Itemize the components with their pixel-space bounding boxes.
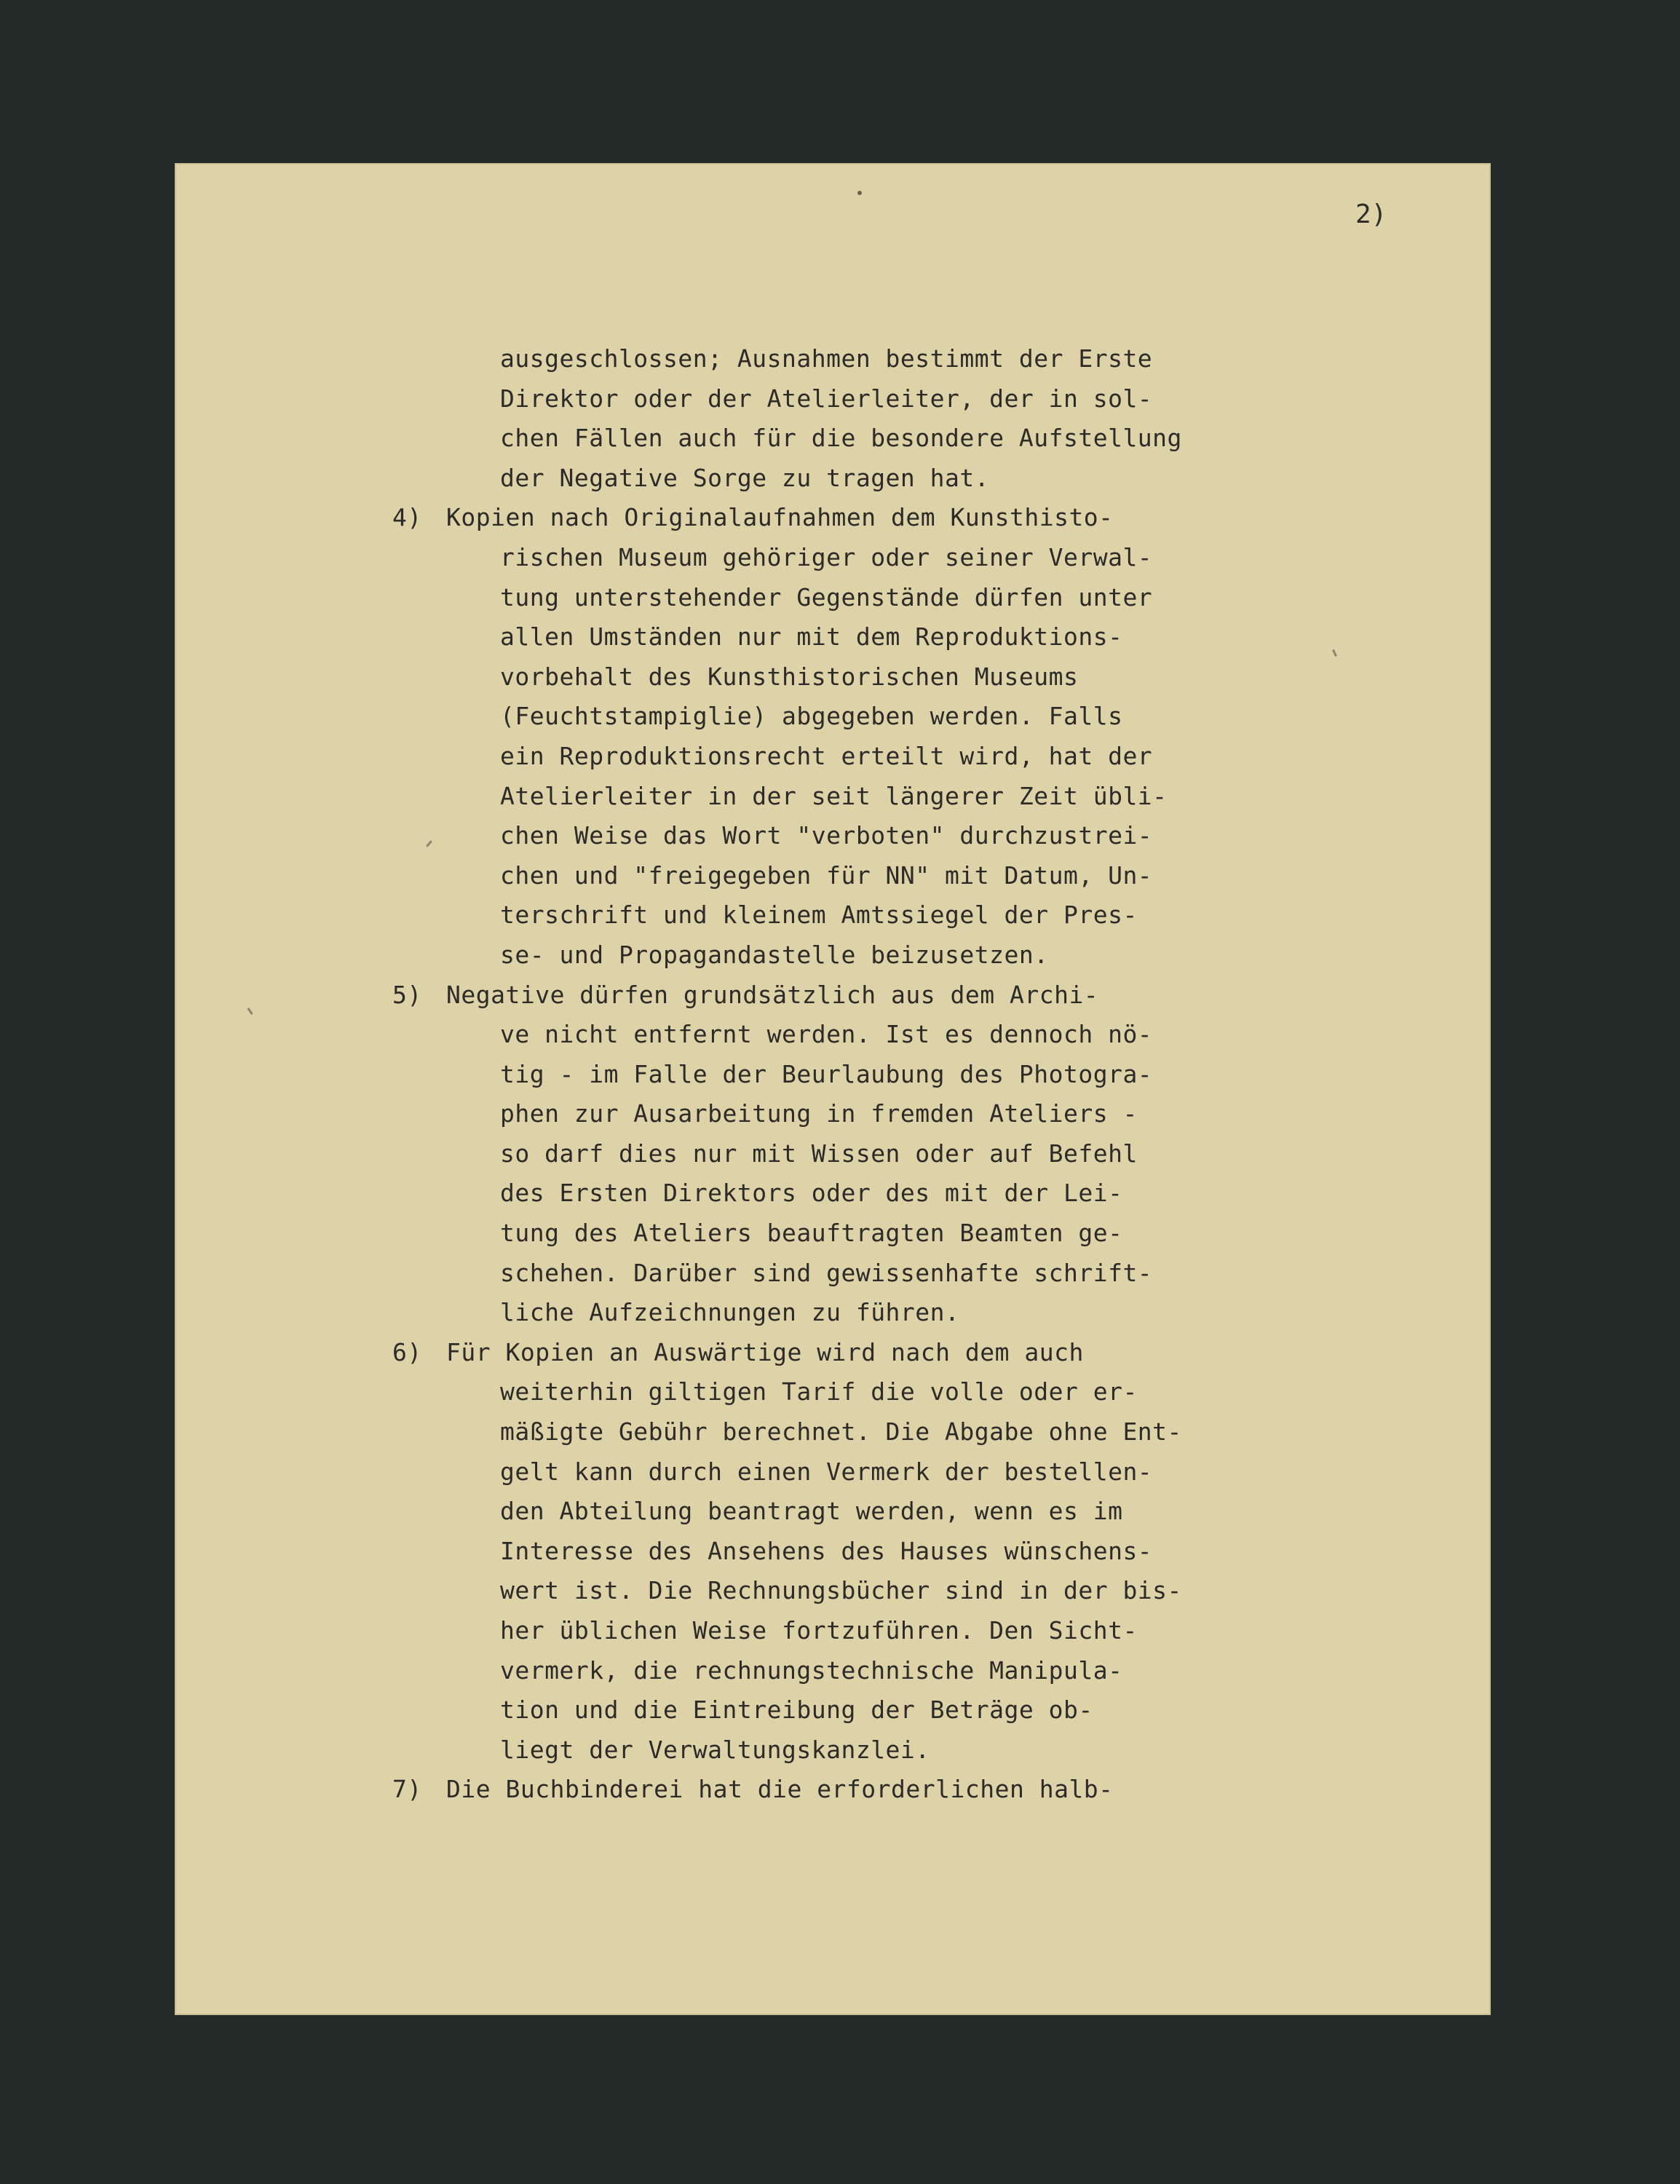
line-text: phen zur Ausarbeitung in fremden Ateliers - <box>500 1099 1138 1128</box>
line-text: her üblichen Weise fortzuführen. Den Sicht- <box>500 1616 1138 1645</box>
text-line <box>446 1094 1342 1134</box>
text-line <box>446 1134 1342 1174</box>
document-page <box>175 163 1491 2015</box>
line-text: Atelierleiter in der seit längerer Zeit übli- <box>500 781 1168 810</box>
text-line <box>446 339 1342 379</box>
line-text: chen Fällen auch für die besondere Aufstellung <box>500 424 1182 453</box>
item-number: 6) <box>392 1337 422 1366</box>
text-line <box>446 459 1342 499</box>
text-line <box>446 657 1342 697</box>
text-line <box>392 1770 1342 1810</box>
line-text: tung des Ateliers beauftragten Beamten ge- <box>500 1219 1123 1248</box>
text-line <box>446 777 1342 817</box>
line-text: Für Kopien an Auswärtige wird nach dem auch <box>446 1337 1084 1366</box>
item-number: 4) <box>392 503 422 532</box>
line-text: (Feuchtstampiglie) abgegeben werden. Falls <box>500 702 1123 731</box>
item-number: 7) <box>392 1775 422 1804</box>
text-line <box>446 935 1342 976</box>
line-text: mäßigte Gebühr berechnet. Die Abgabe ohne Ent- <box>500 1417 1182 1447</box>
text-line <box>446 1214 1342 1254</box>
line-text: chen Weise das Wort "verboten" durchzustrei- <box>500 821 1153 850</box>
text-line <box>392 498 1342 538</box>
text-line <box>446 1532 1342 1572</box>
text-line <box>392 1333 1342 1373</box>
item-number: 5) <box>392 980 422 1009</box>
text-line <box>446 1492 1342 1532</box>
text-line <box>446 1254 1342 1294</box>
line-text: Die Buchbinderei hat die erforderlichen halb- <box>446 1775 1114 1804</box>
line-text: allen Umständen nur mit dem Reproduktions- <box>500 622 1123 652</box>
line-text: ausgeschlossen; Ausnahmen bestimmt der Erste <box>500 344 1153 373</box>
line-text: wert ist. Die Rechnungsbücher sind in der bis- <box>500 1576 1182 1605</box>
text-line <box>446 1690 1342 1730</box>
line-text: so darf dies nur mit Wissen oder auf Befehl <box>500 1139 1138 1168</box>
line-text: ein Reproduktionsrecht erteilt wird, hat der <box>500 741 1153 770</box>
line-text: Kopien nach Originalaufnahmen dem Kunsthisto- <box>446 503 1114 532</box>
line-text: liegt der Verwaltungskanzlei. <box>500 1735 930 1764</box>
line-text: den Abteilung beantragt werden, wenn es im <box>500 1497 1123 1526</box>
line-text: se- und Propagandastelle beizusetzen. <box>500 940 1049 969</box>
line-text: Interesse des Ansehens des Hauses wünschens- <box>500 1536 1153 1565</box>
text-line <box>446 1293 1342 1333</box>
line-text: chen und "freigegeben für NN" mit Datum, Un- <box>500 860 1153 890</box>
line-text: terschrift und kleinem Amtssiegel der Pres- <box>500 901 1138 930</box>
line-text: weiterhin giltigen Tarif die volle oder er- <box>500 1377 1138 1406</box>
text-line <box>446 816 1342 856</box>
text-line <box>446 895 1342 935</box>
text-line <box>446 1571 1342 1611</box>
paper-speck <box>426 840 432 847</box>
page-number: 2) <box>1355 199 1387 229</box>
text-line <box>446 1651 1342 1691</box>
line-text: gelt kann durch einen Vermerk der bestellen- <box>500 1457 1153 1486</box>
paper-speck <box>247 1008 253 1015</box>
text-line <box>446 697 1342 737</box>
line-text: ve nicht entfernt werden. Ist es dennoch nö- <box>500 1020 1153 1049</box>
line-text: der Negative Sorge zu tragen hat. <box>500 463 990 492</box>
text-line <box>446 1730 1342 1770</box>
text-line <box>446 1174 1342 1214</box>
text-line <box>446 1372 1342 1412</box>
typed-body-text <box>392 339 1342 1810</box>
text-line <box>446 1611 1342 1651</box>
line-text: vorbehalt des Kunsthistorischen Museums <box>500 662 1079 691</box>
line-text: des Ersten Direktors oder des mit der Lei- <box>500 1179 1123 1208</box>
line-text: tion und die Eintreibung der Beträge ob- <box>500 1696 1093 1725</box>
line-text: tig - im Falle der Beurlaubung des Photogra- <box>500 1059 1153 1088</box>
text-line <box>446 1015 1342 1055</box>
text-line <box>446 1452 1342 1492</box>
line-text: Direktor oder der Atelierleiter, der in sol- <box>500 384 1153 413</box>
text-line <box>446 419 1342 459</box>
text-line <box>446 538 1342 578</box>
line-text: vermerk, die rechnungstechnische Manipula- <box>500 1655 1123 1685</box>
text-line <box>446 737 1342 777</box>
text-line <box>446 1412 1342 1452</box>
text-line <box>446 578 1342 618</box>
line-text: schehen. Darüber sind gewissenhafte schrift- <box>500 1258 1153 1287</box>
text-line <box>446 617 1342 657</box>
text-line <box>446 1055 1342 1095</box>
line-text: Negative dürfen grundsätzlich aus dem Archi- <box>446 980 1099 1009</box>
line-text: liche Aufzeichnungen zu führen. <box>500 1298 960 1327</box>
line-text: tung unterstehender Gegenstände dürfen unter <box>500 582 1153 612</box>
text-line <box>392 976 1342 1016</box>
text-line <box>446 856 1342 896</box>
line-text: rischen Museum gehöriger oder seiner Verwal- <box>500 542 1153 571</box>
paper-speck <box>857 191 862 195</box>
text-line <box>446 379 1342 419</box>
